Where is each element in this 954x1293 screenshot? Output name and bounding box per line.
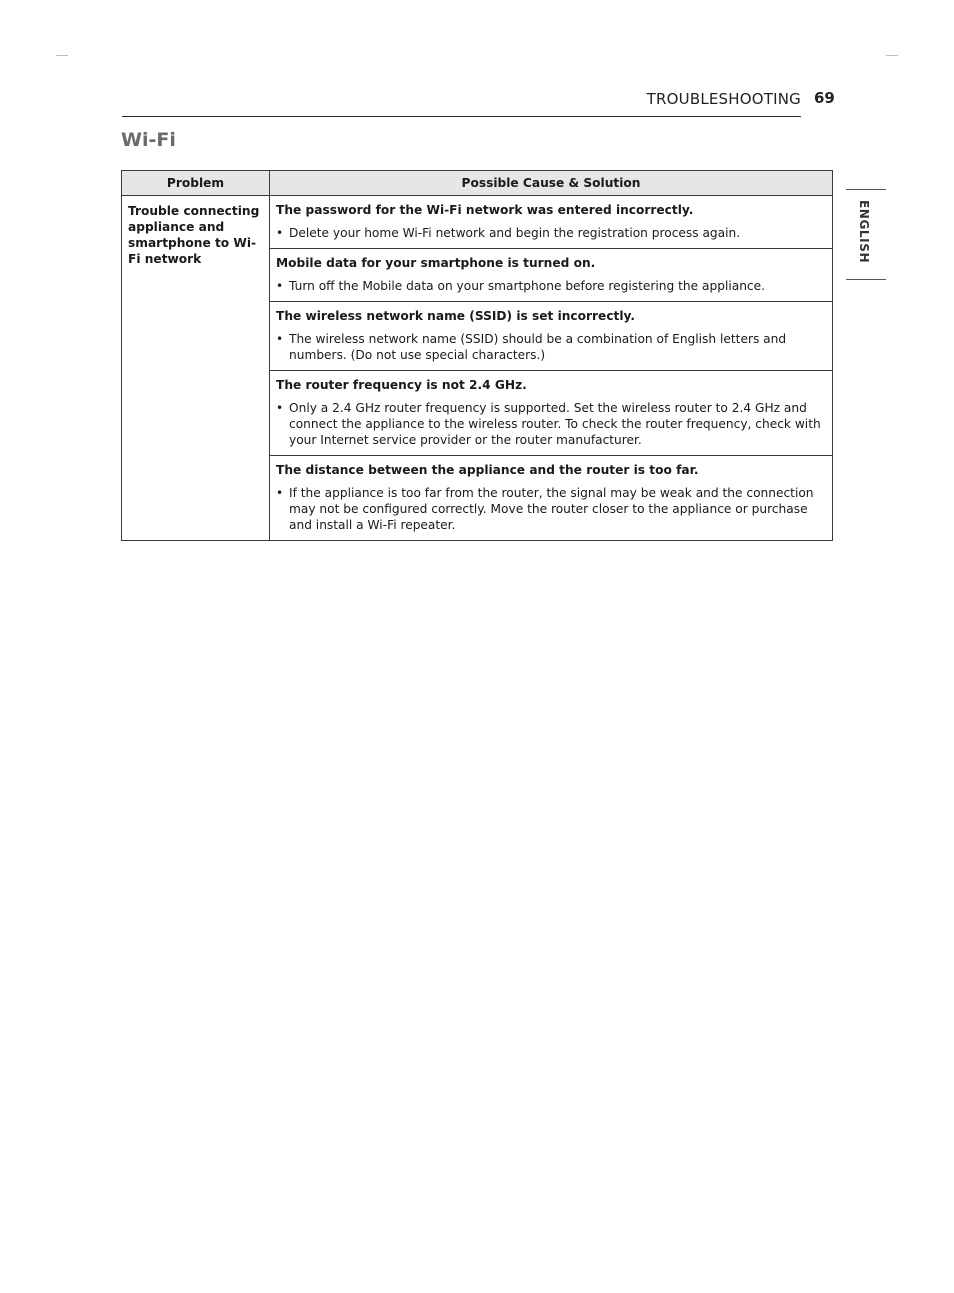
solution-cell xyxy=(270,302,833,371)
language-label: ENGLISH xyxy=(857,200,871,264)
cause-text: The distance between the appliance and the router is too far. xyxy=(276,463,699,477)
solution-list xyxy=(276,225,826,241)
problem-cell: Trouble connecting appliance and smartphone to Wi-Fi network xyxy=(122,196,270,541)
solution-item: • If the appliance is too far from the router, the signal may be weak and the connection may not be configured correctly. Move the router closer to the appliance or purchase and install a Wi-Fi repeater. xyxy=(276,485,826,533)
troubleshooting-table xyxy=(121,170,833,541)
crop-mark-right xyxy=(886,55,898,56)
solution-list xyxy=(276,331,826,363)
cause-text: The router frequency is not 2.4 GHz. xyxy=(276,378,527,392)
language-side-tab xyxy=(846,189,886,280)
solution-item: • The wireless network name (SSID) should be a combination of English letters and numbers. (Do not use special characters.) xyxy=(276,331,826,363)
solution-list xyxy=(276,278,826,294)
solution-cell xyxy=(270,456,833,541)
column-header-problem: Problem xyxy=(122,171,270,196)
solution-list xyxy=(276,400,826,448)
cause-text: The wireless network name (SSID) is set incorrectly. xyxy=(276,309,635,323)
table-row xyxy=(122,196,833,249)
section-title: Wi-Fi xyxy=(121,129,176,151)
column-header-solution: Possible Cause & Solution xyxy=(270,171,833,196)
solution-item: • Only a 2.4 GHz router frequency is supported. Set the wireless router to 2.4 GHz and connect the appliance to the wireless router. To check the router frequency, check with your Internet service provider or the router manufacturer. xyxy=(276,400,826,448)
crop-mark-left xyxy=(56,55,68,56)
cause-text: The password for the Wi-Fi network was entered incorrectly. xyxy=(276,203,694,217)
cause-text: Mobile data for your smartphone is turned on. xyxy=(276,256,596,270)
solution-cell xyxy=(270,196,833,249)
table-header-row xyxy=(122,171,833,196)
solution-list xyxy=(276,485,826,533)
page-number: 69 xyxy=(814,89,835,107)
header-section-title: TROUBLESHOOTING xyxy=(646,90,801,108)
solution-item: • Delete your home Wi-Fi network and begin the registration process again. xyxy=(276,225,826,241)
solution-cell xyxy=(270,249,833,302)
solution-item: • Turn off the Mobile data on your smartphone before registering the appliance. xyxy=(276,278,826,294)
solution-cell xyxy=(270,371,833,456)
page-header xyxy=(122,86,801,117)
